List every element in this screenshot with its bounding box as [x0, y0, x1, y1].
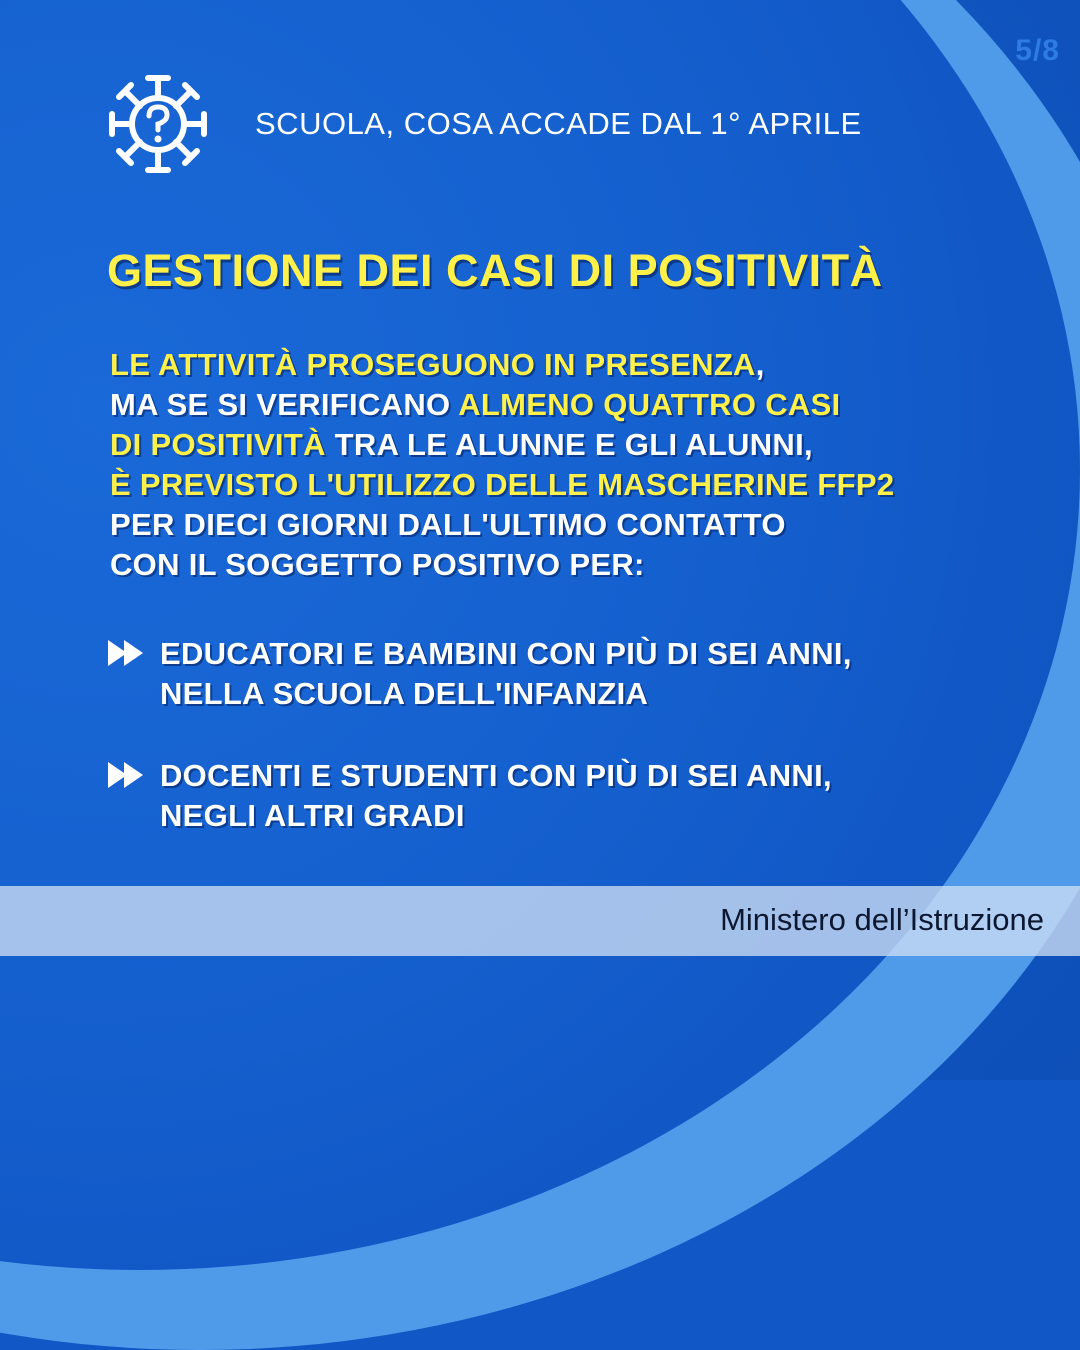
- body-highlight: DI POSITIVITÀ: [110, 427, 326, 462]
- body-text: [110, 345, 894, 585]
- page-title: GESTIONE DEI CASI DI POSITIVITÀ: [107, 245, 883, 296]
- body-text-segment: TRA LE ALUNNE E GLI ALUNNI,: [325, 427, 813, 462]
- body-highlight: ALMENO QUATTRO CASI: [458, 387, 841, 422]
- body-line-6: CON IL SOGGETTO POSITIVO PER:: [110, 547, 645, 582]
- bullet-line: NEGLI ALTRI GRADI: [160, 798, 465, 833]
- body-line-3: [110, 425, 894, 465]
- virus-question-icon: [104, 70, 212, 178]
- bullet-line: NELLA SCUOLA DELL'INFANZIA: [160, 676, 649, 711]
- body-line-1: [110, 345, 894, 385]
- header-subtitle: SCUOLA, COSA ACCADE DAL 1° APRILE: [255, 106, 862, 141]
- body-highlight: LE ATTIVITÀ PROSEGUONO IN PRESENZA: [110, 347, 756, 382]
- body-line-4: È PREVISTO L'UTILIZZO DELLE MASCHERINE FFP2: [110, 467, 895, 502]
- body-text-segment: ,: [755, 347, 765, 382]
- body-line-5: PER DIECI GIORNI DALL'ULTIMO CONTATTO: [110, 507, 786, 542]
- bullet-line: EDUCATORI E BAMBINI CON PIÙ DI SEI ANNI,: [160, 636, 852, 671]
- bullet-text: [160, 634, 852, 714]
- page-indicator: 5/8: [1015, 34, 1060, 67]
- bullet-line: DOCENTI E STUDENTI CON PIÙ DI SEI ANNI,: [160, 758, 832, 793]
- double-chevron-icon: [108, 638, 148, 668]
- bullet-text: [160, 756, 832, 836]
- body-line-2: [110, 385, 894, 425]
- body-text-segment: MA SE SI VERIFICANO: [110, 387, 459, 422]
- double-chevron-icon: [108, 760, 148, 790]
- footer-ministry-name: Ministero dell’Istruzione: [720, 902, 1044, 937]
